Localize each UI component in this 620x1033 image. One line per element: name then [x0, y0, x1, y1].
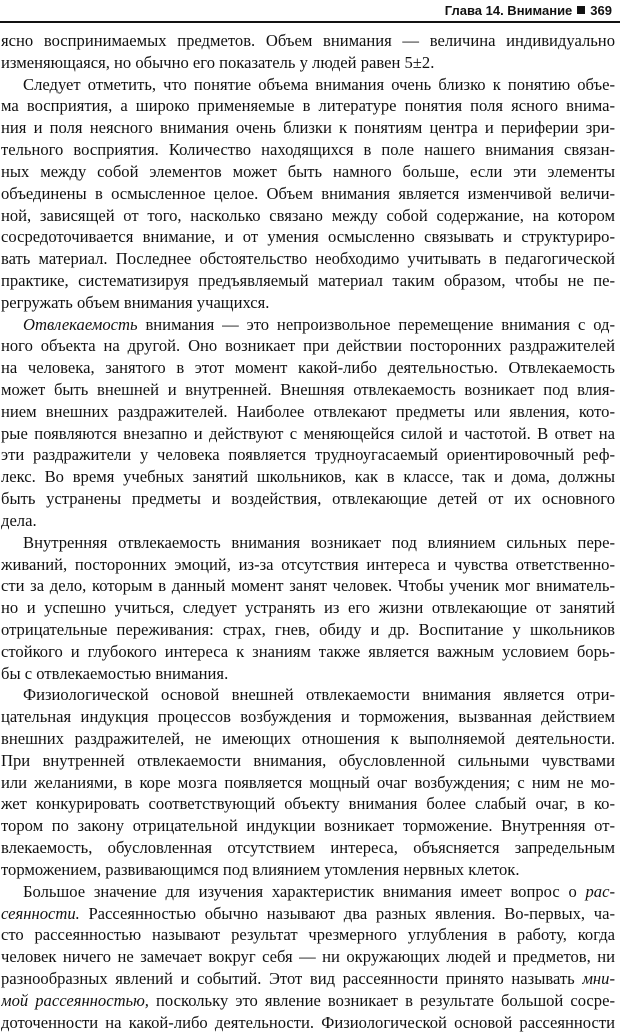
text-run: живаний, посторонних эмоций, из-за отсутствия интереса и чувства ответственно-: [1, 554, 615, 574]
text-line: [1, 619, 615, 641]
text-run: тором по закону отрицательной индукции возникает торможение. Внутренняя от-: [1, 816, 615, 836]
text-run: влекаемость, обусловленная отсутствием интереса, объясняется запредельным: [1, 838, 615, 858]
text-run: торможением, развивающимся под влиянием утомления нервных клеток.: [1, 859, 520, 879]
text-run: может быть внешней и внутренней. Внешняя отвлекаемость возникает под влия-: [1, 380, 615, 399]
text-line: [1, 52, 615, 74]
text-line: [1, 466, 615, 488]
text-line: [1, 357, 615, 379]
text-run: сто рассеянностью называют результат чрезмерного углубления в работу, когда: [1, 925, 615, 945]
text-run: вать материал. Последнее обстоятельство необходимо учитывать в педагогической: [1, 249, 615, 269]
text-run: Внутренняя отвлекаемость внимания возникает под влиянием сильных пере-: [23, 532, 615, 552]
italic-term: мой рассеянностью,: [1, 990, 149, 1010]
text-line: [1, 903, 615, 925]
text-line: [1, 924, 615, 946]
text-line: [1, 379, 615, 401]
text-run: Следует отметить, что понятие объема внимания очень близко к понятию объе-: [23, 74, 615, 94]
text-run: лекс. Во время учебных занятий школьников, как в классе, так и дома, должны: [1, 467, 615, 487]
text-run: быть устранены предметы и воздействия, отвлекающие детей от их основного: [1, 489, 615, 509]
text-run: изменяющаяся, но обычно его показатель у людей равен 5±2.: [1, 52, 435, 72]
text-line: [1, 793, 615, 815]
text-line: [1, 161, 615, 183]
text-run: или желаниями, в коре мозга появляется мощный очаг возбуждения; с ним не мо-: [1, 772, 615, 792]
text-run: рые появляются внезапно и действуют с меняющейся силой и частотой. В ответ на: [1, 423, 615, 443]
text-line: [1, 314, 615, 336]
text-line: [1, 139, 615, 161]
text-run: бы с отвлекаемостью внимания.: [1, 663, 229, 683]
text-line: [1, 946, 615, 968]
text-run: ной, зависящей от того, насколько связано между собой содержание, на котором: [1, 205, 615, 225]
text-line: [1, 772, 615, 794]
text-line: [1, 117, 615, 139]
text-line: [1, 554, 615, 576]
text-line: [1, 292, 615, 314]
text-run: ма восприятия, а широко применяемые в литературе понятия поля ясного внима-: [1, 96, 615, 116]
text-line: [1, 30, 615, 52]
body-text: [1, 30, 615, 1033]
italic-term: мни-: [582, 968, 615, 988]
text-line: [1, 488, 615, 510]
text-line: [1, 183, 615, 205]
text-run: внимания — это непроизвольное перемещение внимания с од-: [137, 314, 615, 334]
text-run: тельного восприятия. Количество находящихся в поле нашего внимания связан-: [1, 140, 615, 160]
italic-term: сеянности.: [1, 903, 80, 923]
text-run: поскольку это явление возникает в результате большой сосре-: [148, 990, 615, 1010]
text-line: [1, 728, 615, 750]
text-line: [1, 423, 615, 445]
text-line: [1, 684, 615, 706]
text-line: [1, 270, 615, 292]
text-run: ного объекта на другой. Оно возникает при действии посторонних раздражителей: [1, 336, 615, 356]
page-number: 369: [590, 2, 612, 18]
text-line: [1, 510, 615, 532]
text-line: [1, 859, 615, 881]
text-run: дела.: [1, 510, 37, 530]
text-line: [1, 248, 615, 270]
square-bullet-icon: [577, 6, 585, 14]
text-line: [1, 815, 615, 837]
chapter-title: Глава 14. Внимание: [444, 2, 573, 18]
running-header: [445, 0, 612, 20]
text-run: ясно воспринимаемых предметов. Объем внимания — величина индивидуально: [1, 31, 615, 50]
text-run: Физиологической основой внешней отвлекаемости внимания является отри-: [23, 685, 615, 705]
text-run: цательная индукция процессов возбуждения и торможения, вызванная действием: [1, 707, 615, 727]
text-run: объединены в осмысленное целое. Объем внимания является изменчивой величи-: [1, 183, 615, 203]
text-line: [1, 74, 615, 96]
italic-term: Отвлекаемость: [23, 314, 138, 334]
text-run: стойкого и глубокого интереса к знаниям также является важным условием борь-: [1, 641, 615, 661]
text-run: сти за дело, которым в данный момент занят человек. Чтобы ученик мог вниматель-: [1, 576, 615, 596]
text-line: [1, 968, 615, 990]
text-line: [1, 641, 615, 663]
text-line: [1, 881, 615, 903]
text-line: [1, 990, 615, 1012]
text-run: человек ничего не замечает вокруг себя — ни окружающих людей и предметов, ни: [1, 947, 615, 967]
text-line: [1, 335, 615, 357]
text-line: [1, 663, 615, 685]
text-line: [1, 444, 615, 466]
text-line: [1, 837, 615, 859]
text-run: отрицательные переживания: страх, гнев, обиду и др. Воспитание у школьников: [1, 619, 615, 639]
text-run: практике, систематизируя предъявляемый материал таким образом, чтобы не пе-: [1, 270, 615, 290]
text-run: нием внешних раздражителей. Наиболее отвлекают предметы или явления, кото-: [1, 401, 615, 421]
text-run: регружать объем внимания учащихся.: [1, 292, 270, 312]
text-run: ния и поля неясного внимания очень близки к понятиям центра и периферии зри-: [1, 118, 615, 138]
text-run: разнообразных явлений и событий. Этот вид рассеянности принято называть: [1, 968, 583, 988]
text-run: но и успешно учиться, следует устранять из его жизни отвлекающие от занятий: [1, 598, 615, 618]
text-run: эти раздражители у человека появляется трудноугасаемый ориентировочный реф-: [1, 445, 615, 465]
italic-term: рас-: [585, 881, 615, 901]
text-run: ных между собой элементов может быть намного больше, если эти элементы: [1, 161, 615, 181]
text-line: [1, 401, 615, 423]
text-run: сосредоточивается внимание, и от умения осмысленно связывать и структуриро-: [1, 227, 615, 247]
header-rule: [0, 21, 620, 23]
text-line: [1, 750, 615, 772]
text-run: жет конкурировать соответствующий объекту внимания более слабый очаг, в ко-: [1, 794, 615, 814]
text-run: Большое значение для изучения характеристик внимания имеет вопрос о: [23, 881, 586, 901]
text-run: Рассеянностью обычно называют два разных явления. Во-первых, ча-: [79, 903, 615, 923]
text-line: [1, 205, 615, 227]
text-line: [1, 575, 615, 597]
text-run: внешних раздражителей, не имеющих отношения к выполняемой деятельности.: [1, 729, 615, 748]
text-run: на человека, занятого в этот момент какой-либо деятельностью. Отвлекаемость: [1, 358, 615, 378]
text-line: [1, 226, 615, 248]
text-line: [1, 597, 615, 619]
text-line: [1, 532, 615, 554]
text-line: [1, 1012, 615, 1033]
text-line: [1, 706, 615, 728]
text-line: [1, 95, 615, 117]
text-run: доточенности на какой-либо деятельности. Физиологической основой рассеянности: [1, 1012, 615, 1032]
text-run: При внутренней отвлекаемости внимания, обусловленной сильными чувствами: [1, 750, 615, 770]
